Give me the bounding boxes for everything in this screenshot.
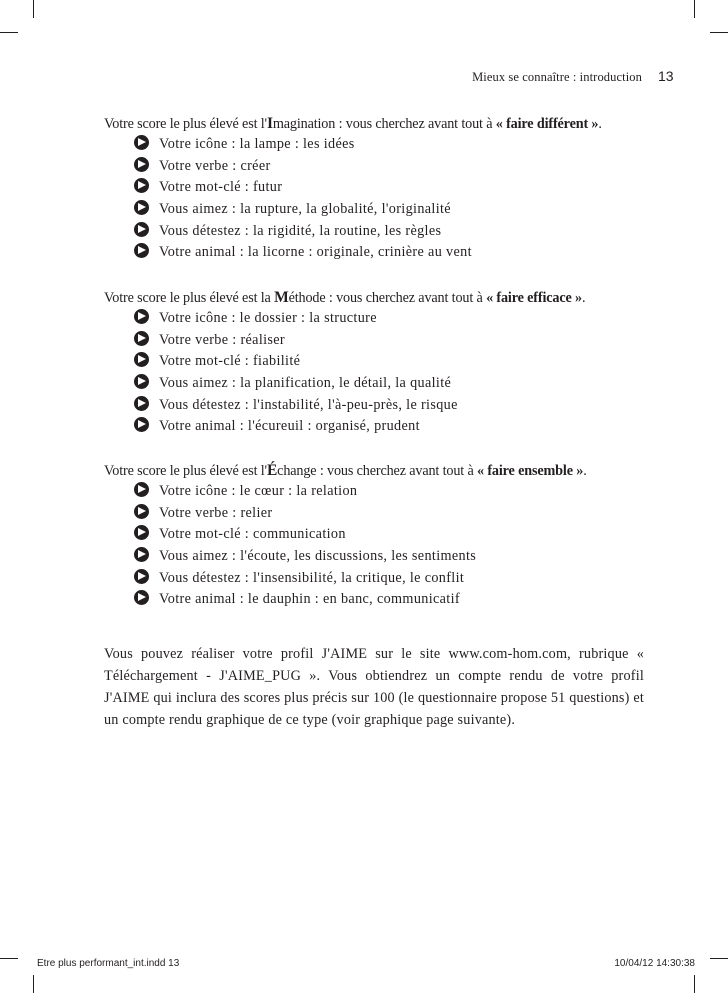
emphasis: « faire ensemble » (477, 463, 584, 479)
keyword-initial: I (266, 115, 273, 132)
keyword-initial: M (274, 289, 289, 306)
footer-file-info: Etre plus performant_int.indd 13 (37, 958, 180, 969)
circled-arrow-icon (134, 525, 149, 540)
circled-arrow-icon (134, 569, 149, 584)
list-item: Vous aimez : la rupture, la globalité, l'originalité (134, 199, 644, 221)
circled-arrow-icon (134, 547, 149, 562)
section-intro: Votre score le plus élevé est l'Imagination : vous cherchez avant tout à « faire différent ». (104, 115, 602, 132)
circled-arrow-icon (134, 200, 149, 215)
item-list (104, 481, 644, 611)
list-item: Vous détestez : l'insensibilité, la critique, le conflit (134, 568, 644, 590)
closing-paragraph: Vous pouvez réaliser votre profil J'AIME sur le site www.com-hom.com, rubrique « Téléchargement - J'AIME_PUG ». Vous obtiendrez un compte rendu de votre profil J'AIME qui inclura des scores plus précis sur 100 (le questionnaire propose 51 questions) et un compte rendu graphique de ce type (voir graphique page suivante). (104, 646, 644, 728)
crop-mark (710, 958, 728, 959)
circled-arrow-icon (134, 396, 149, 411)
profile-section-imagination (104, 114, 644, 264)
circled-arrow-icon (134, 331, 149, 346)
crop-mark (33, 975, 34, 993)
list-item: Votre animal : l'écureuil : organisé, prudent (134, 416, 644, 438)
list-item: Vous détestez : l'instabilité, l'à-peu-près, le risque (134, 395, 644, 417)
circled-arrow-icon (134, 374, 149, 389)
crop-mark (694, 0, 695, 18)
circled-arrow-icon (134, 352, 149, 367)
circled-arrow-icon (134, 178, 149, 193)
list-item: Votre animal : le dauphin : en banc, communicatif (134, 589, 644, 611)
crop-mark (694, 975, 695, 993)
circled-arrow-icon (134, 135, 149, 150)
crop-mark (710, 32, 728, 33)
list-item: Votre mot-clé : futur (134, 177, 644, 199)
circled-arrow-icon (134, 309, 149, 324)
list-item: Vous détestez : la rigidité, la routine, les règles (134, 221, 644, 243)
crop-mark (33, 0, 34, 18)
list-item: Votre animal : la licorne : originale, crinière au vent (134, 242, 644, 264)
crop-mark (0, 958, 18, 959)
emphasis: « faire efficace » (486, 290, 582, 306)
circled-arrow-icon (134, 222, 149, 237)
keyword-initial: É (266, 462, 278, 479)
list-item: Vous aimez : la planification, le détail, la qualité (134, 373, 644, 395)
list-item: Votre icône : la lampe : les idées (134, 134, 644, 156)
circled-arrow-icon (134, 157, 149, 172)
list-item: Votre icône : le dossier : la structure (134, 308, 644, 330)
circled-arrow-icon (134, 417, 149, 432)
circled-arrow-icon (134, 482, 149, 497)
list-item: Votre mot-clé : fiabilité (134, 351, 644, 373)
list-item: Votre verbe : relier (134, 503, 644, 525)
emphasis: « faire différent » (495, 116, 599, 132)
section-intro: Votre score le plus élevé est la Méthode : vous cherchez avant tout à « faire efficace ». (104, 289, 586, 306)
list-item: Votre verbe : réaliser (134, 330, 644, 352)
item-list (104, 134, 644, 264)
page-header (472, 68, 674, 85)
list-item: Votre verbe : créer (134, 156, 644, 178)
circled-arrow-icon (134, 504, 149, 519)
crop-mark (0, 32, 18, 33)
list-item: Votre mot-clé : communication (134, 524, 644, 546)
circled-arrow-icon (134, 243, 149, 258)
list-item: Vous aimez : l'écoute, les discussions, les sentiments (134, 546, 644, 568)
circled-arrow-icon (134, 590, 149, 605)
running-head: Mieux se connaître : introduction (472, 70, 642, 84)
footer-timestamp: 10/04/12 14:30:38 (614, 958, 695, 969)
section-intro: Votre score le plus élevé est l'Échange : vous cherchez avant tout à « faire ensemble ». (104, 462, 587, 479)
profile-section-methode (104, 288, 644, 438)
item-list (104, 308, 644, 438)
list-item: Votre icône : le cœur : la relation (134, 481, 644, 503)
page-number: 13 (658, 68, 674, 84)
profile-section-echange (104, 461, 644, 611)
